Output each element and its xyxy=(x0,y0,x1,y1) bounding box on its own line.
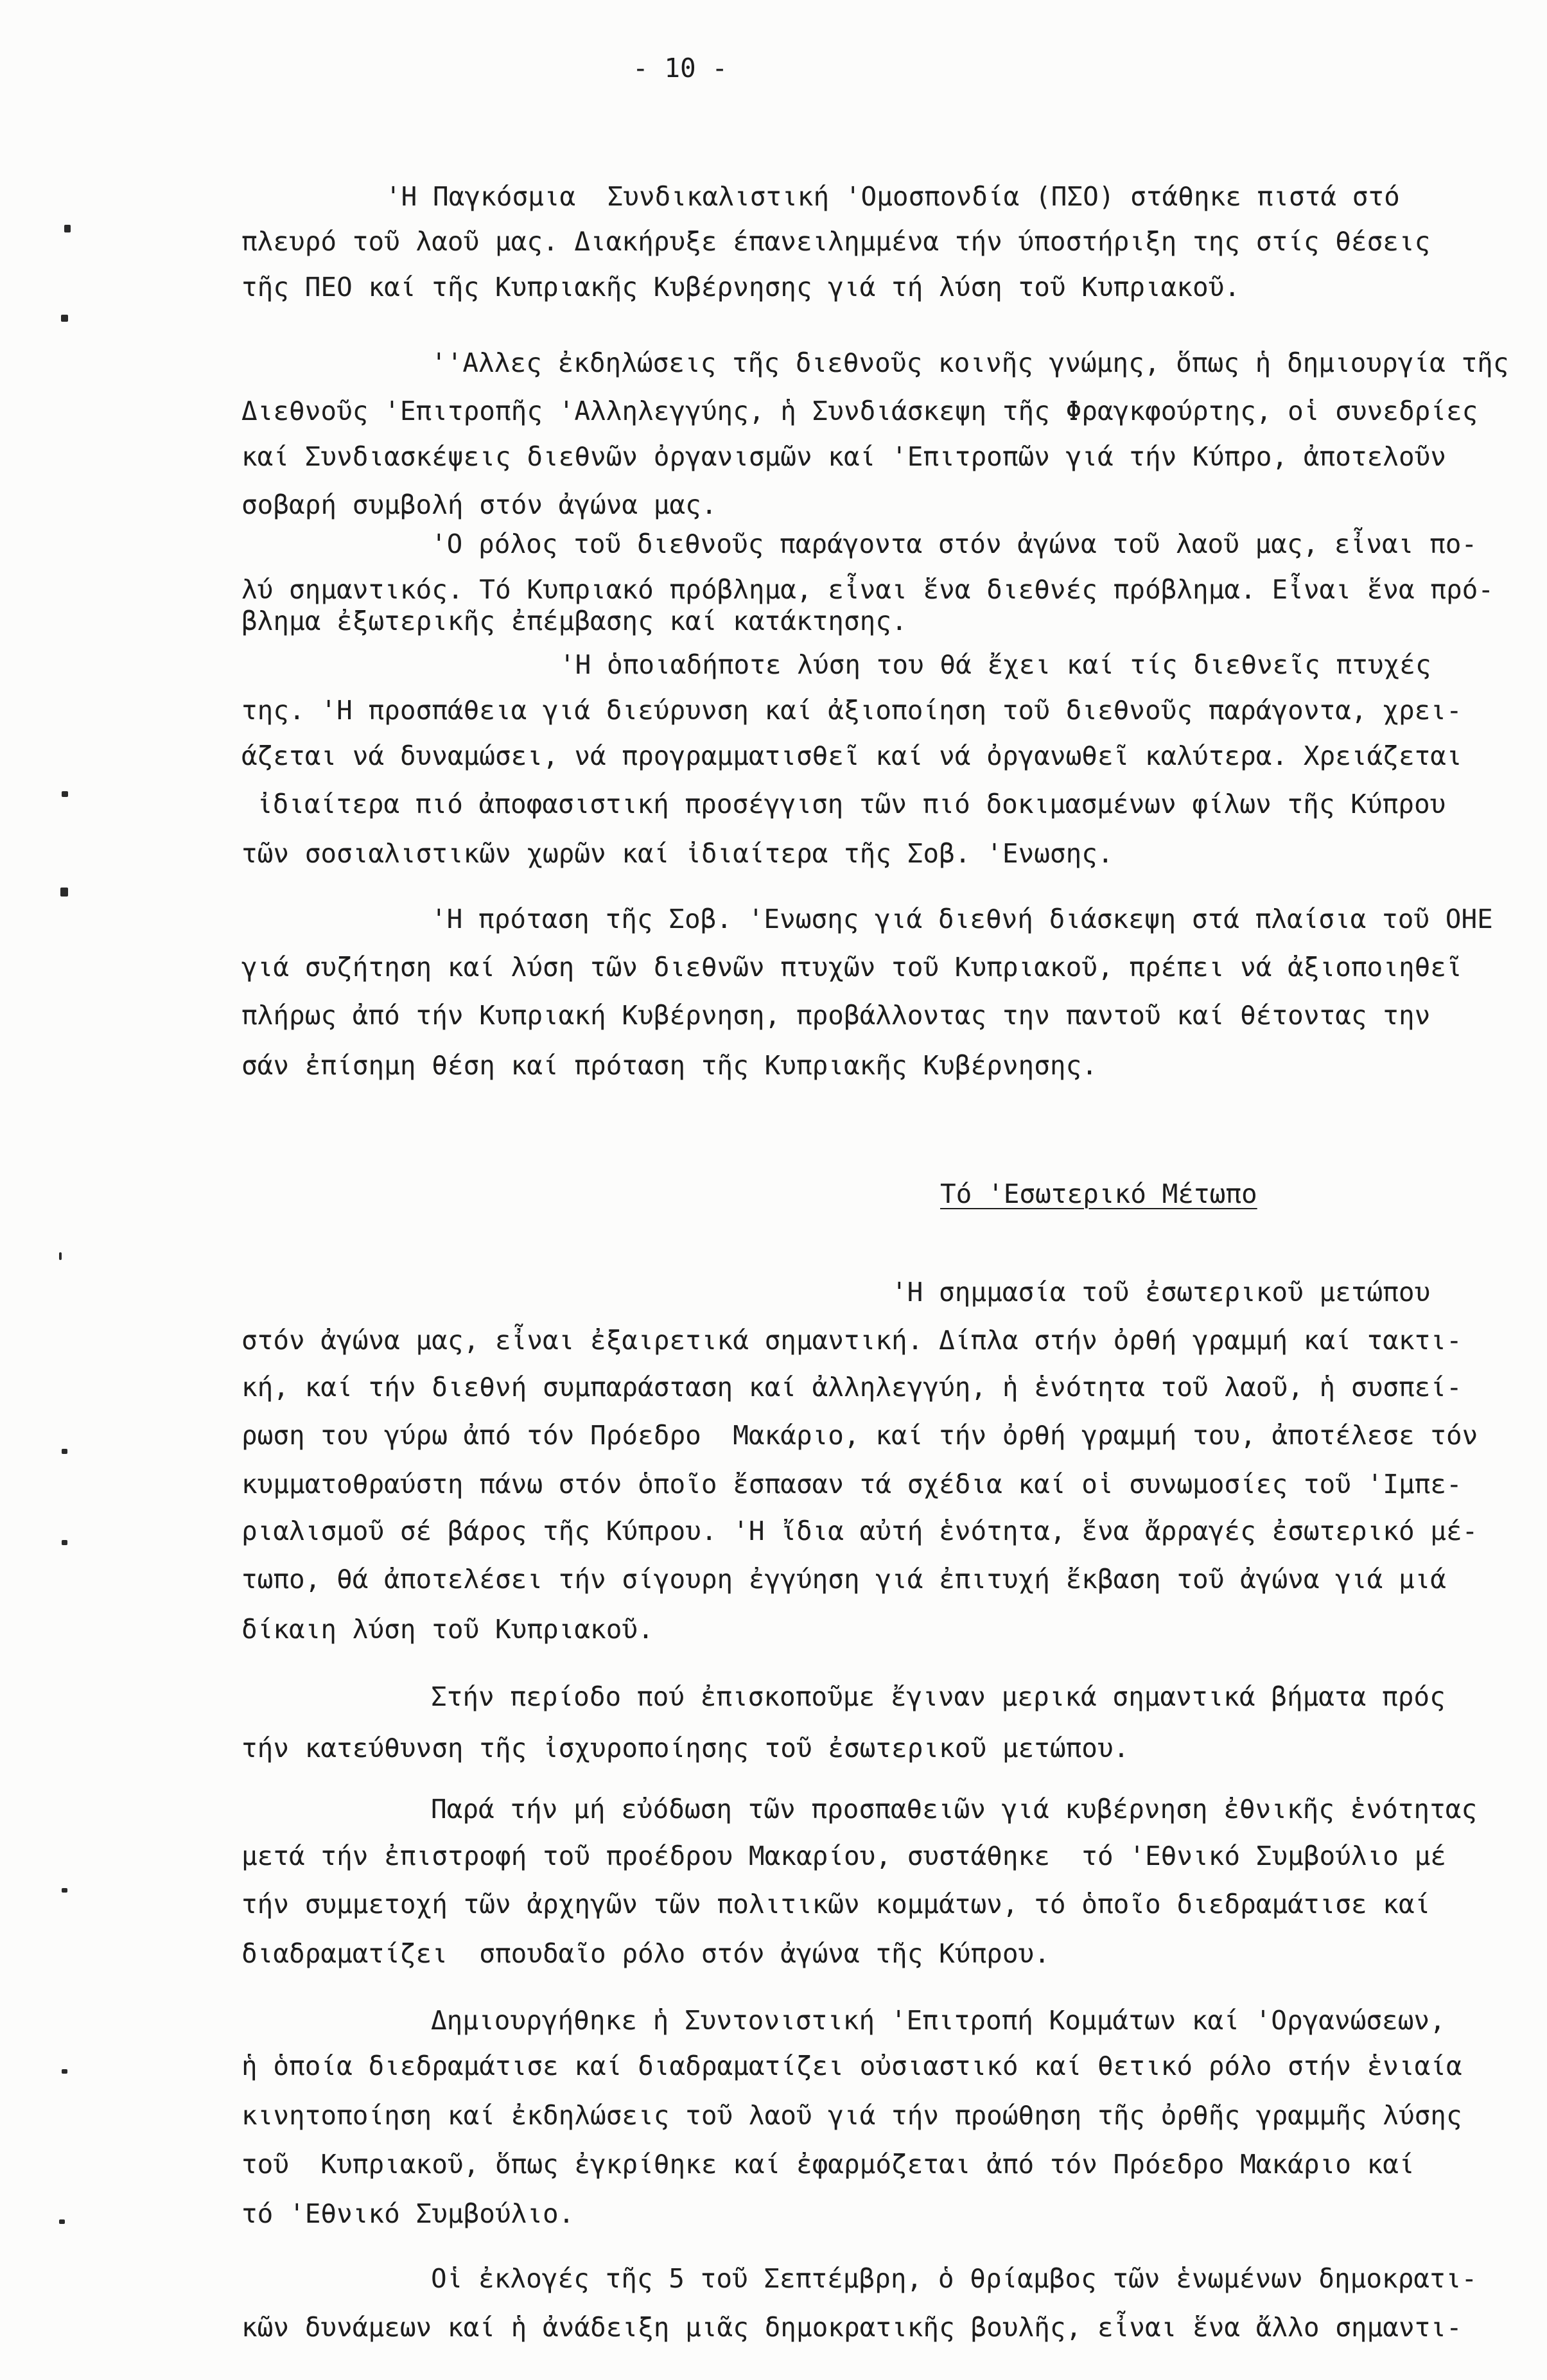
text-line: ρωση του γύρω ἀπό τόν Πρόεδρο Μακάριο, καί τήν ὀρθή γραμμή του, ἀποτέλεσε τόν xyxy=(241,1420,1478,1451)
scan-mark xyxy=(62,2069,67,2074)
text-line: τῆς ΠΕΟ καί τῆς Κυπριακῆς Κυβέρνησης γιά τή λύση τοῦ Κυπριακοῦ. xyxy=(241,272,1241,302)
scan-mark xyxy=(59,1252,62,1260)
scan-mark xyxy=(62,1888,67,1893)
text-line: βλημα ἐξωτερικῆς ἐπέμβασης καί κατάκτησης. xyxy=(241,606,907,636)
text-line: της. 'Η προσπάθεια γιά διεύρυνση καί ἀξιοποίηση τοῦ διεθνοῦς παράγοντα, χρει- xyxy=(241,695,1462,726)
scan-mark xyxy=(62,791,68,797)
text-line: σάν ἐπίσημη θέση καί πρόταση τῆς Κυπριακῆς Κυβέρνησης. xyxy=(241,1050,1097,1081)
text-line: Οἱ ἐκλογές τῆς 5 τοῦ Σεπτέμβρη, ὁ θρίαμβος τῶν ἑνωμένων δημοκρατι- xyxy=(431,2263,1478,2294)
scan-mark xyxy=(59,2219,65,2224)
text-line: τό 'Εθνικό Συμβούλιο. xyxy=(241,2198,575,2229)
text-line: κινητοποίηση καί ἐκδηλώσεις τοῦ λαοῦ γιά τήν προώθηση τῆς ὀρθῆς γραμμῆς λύσης xyxy=(241,2100,1462,2131)
section-heading: Τό 'Εσωτερικό Μέτωπο xyxy=(940,1178,1257,1209)
text-line: μετά τήν ἐπιστροφή τοῦ προέδρου Μακαρίου, συστάθηκε τό 'Εθνικό Συμβούλιο μέ xyxy=(241,1841,1446,1871)
text-line: 'Η Παγκόσμια Συνδικαλιστική 'Ομοσπονδία (ΠΣΟ) στάθηκε πιστά στό xyxy=(385,181,1400,212)
text-line: Παρά τήν μή εὐόδωση τῶν προσπαθειῶν γιά κυβέρνηση ἐθνικῆς ἑνότητας xyxy=(431,1794,1478,1824)
text-line: τήν συμμετοχή τῶν ἀρχηγῶν τῶν πολιτικῶν κομμάτων, τό ὁποῖο διεδραμάτισε καί xyxy=(241,1889,1431,1920)
text-line: κῶν δυνάμεων καί ἡ ἀνάδειξη μιᾶς δημοκρατικῆς βουλῆς, εἶναι ἕνα ἄλλο σημαντι- xyxy=(241,2312,1462,2343)
scan-mark xyxy=(62,1540,67,1545)
scan-mark xyxy=(62,1449,67,1454)
scan-mark xyxy=(60,888,68,897)
text-line: κή, καί τήν διεθνή συμπαράσταση καί ἀλληλεγγύη, ἡ ἑνότητα τοῦ λαοῦ, ἡ συσπεί- xyxy=(241,1372,1462,1403)
text-line: 'Η σημμασία τοῦ ἐσωτερικοῦ μετώπου xyxy=(891,1277,1431,1308)
page-number: - 10 - xyxy=(633,53,728,83)
text-line: Στήν περίοδο πού ἐπισκοποῦμε ἔγιναν μερικά σημαντικά βήματα πρός xyxy=(431,1681,1446,1712)
scan-mark xyxy=(64,225,71,232)
text-line: λύ σημαντικός. Τό Κυπριακό πρόβλημα, εἶναι ἕνα διεθνές πρόβλημα. Εἶναι ἕνα πρό- xyxy=(241,574,1494,605)
text-line: Διεθνοῦς 'Επιτροπῆς 'Αλληλεγγύης, ἡ Συνδιάσκεψη τῆς Φραγκφούρτης, οἱ συνεδρίες xyxy=(241,396,1478,426)
text-line: πλευρό τοῦ λαοῦ μας. Διακήρυξε έπανειλημμένα τήν ύποστήριξη της στίς θέσεις xyxy=(241,226,1431,257)
scan-mark xyxy=(61,315,68,322)
text-line: 'Η ὁποιαδήποτε λύση του θά ἔχει καί τίς διεθνεῖς πτυχές xyxy=(559,649,1431,680)
text-line: δίκαιη λύση τοῦ Κυπριακοῦ. xyxy=(241,1614,654,1645)
text-line: διαδραματίζει σπουδαῖο ρόλο στόν ἀγώνα τῆς Κύπρου. xyxy=(241,1938,1050,1969)
text-line: ἰδιαίτερα πιό ἀποφασιστική προσέγγιση τῶν πιό δοκιμασμένων φίλων τῆς Κύπρου xyxy=(257,789,1446,819)
text-line: τῶν σοσιαλιστικῶν χωρῶν καί ἰδιαίτερα τῆς Σοβ. 'Ενωσης. xyxy=(241,838,1114,869)
text-line: κυμματοθραύστη πάνω στόν ὁποῖο ἔσπασαν τά σχέδια καί οἱ συνωμοσίες τοῦ 'Ιμπε- xyxy=(241,1469,1462,1500)
text-line: 'Ο ρόλος τοῦ διεθνοῦς παράγοντα στόν ἀγώνα τοῦ λαοῦ μας, εἶναι πο- xyxy=(431,529,1478,559)
text-line: πλήρως ἀπό τήν Κυπριακή Κυβέρνηση, προβάλλοντας την παντοῦ καί θέτοντας την xyxy=(241,1000,1431,1031)
text-line: ἡ ὁποία διεδραμάτισε καί διαδραματίζει οὐσιαστικό καί θετικό ρόλο στήν ἑνιαία xyxy=(241,2051,1462,2081)
text-line: καί Συνδιασκέψεις διεθνῶν ὀργανισμῶν καί 'Επιτροπῶν γιά τήν Κύπρο, ἀποτελοῦν xyxy=(241,441,1446,472)
text-line: στόν ἀγώνα μας, εἶναι ἐξαιρετικά σημαντική. Δίπλα στήν ὀρθή γραμμή καί τακτι- xyxy=(241,1325,1462,1356)
text-line: ''Αλλες ἐκδηλώσεις τῆς διεθνοῦς κοινῆς γνώμης, ὅπως ἡ δημιουργία τῆς xyxy=(431,347,1509,378)
text-line: ριαλισμοῦ σέ βάρος τῆς Κύπρου. 'Η ἴδια αὐτή ἑνότητα, ἕνα ἄρραγές ἐσωτερικό μέ- xyxy=(241,1516,1478,1546)
text-line: τοῦ Κυπριακοῦ, ὅπως ἐγκρίθηκε καί ἐφαρμόζεται ἀπό τόν Πρόεδρο Μακάριο καί xyxy=(241,2149,1415,2180)
text-line: τωπο, θά ἀποτελέσει τήν σίγουρη ἐγγύηση γιά ἐπιτυχή ἔκβαση τοῦ ἀγώνα γιά μιά xyxy=(241,1564,1446,1595)
text-line: 'Η πρόταση τῆς Σοβ. 'Ενωσης γιά διεθνή διάσκεψη στά πλαίσια τοῦ ΟΗΕ xyxy=(431,904,1493,934)
text-line: τήν κατεύθυνση τῆς ἰσχυροποίησης τοῦ ἐσωτερικοῦ μετώπου. xyxy=(241,1733,1130,1763)
text-line: άζεται νά δυναμώσει, νά προγραμματισθεῖ καί νά ὀργανωθεῖ καλύτερα. Χρειάζεται xyxy=(241,740,1462,771)
text-line: γιά συζήτηση καί λύση τῶν διεθνῶν πτυχῶν τοῦ Κυπριακοῦ, πρέπει νά ἀξιοποιηθεῖ xyxy=(241,952,1462,983)
text-line: σοβαρή συμβολή στόν ἀγώνα μας. xyxy=(241,489,717,520)
text-line: Δημιουργήθηκε ἡ Συντονιστική 'Επιτροπή Κομμάτων καί 'Οργανώσεων, xyxy=(431,2005,1446,2036)
